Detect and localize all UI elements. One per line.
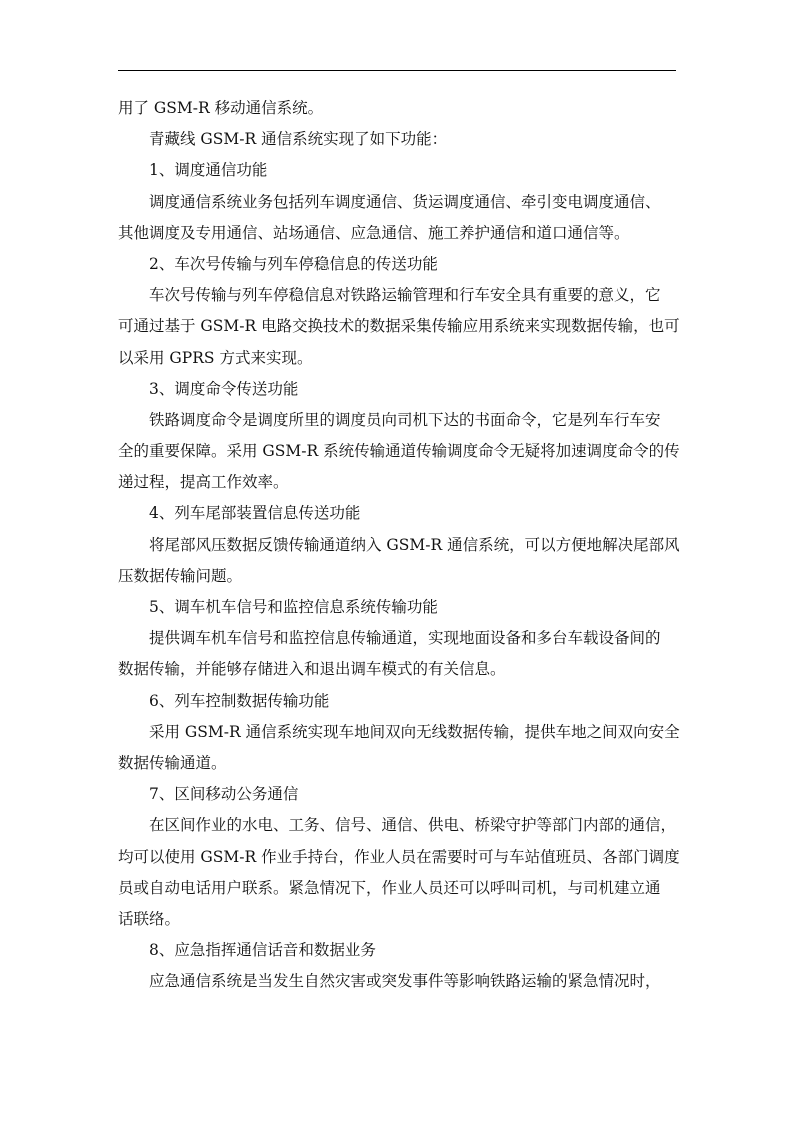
text-line: 调度通信系统业务包括列车调度通信、货运调度通信、牵引变电调度通信、 xyxy=(149,192,661,211)
text-line: 5、调车机车信号和监控信息系统传输功能 xyxy=(149,598,438,616)
text-line: 1、调度通信功能 xyxy=(149,161,268,180)
text-line: 采用 GSM-R 通信系统实现车地间双向无线数据传输，提供车地之间双向安全 xyxy=(149,722,680,741)
text-line: 员或自动电话用户联系。紧急情况下，作业人员还可以呼叫司机，与司机建立通 xyxy=(118,878,661,897)
text-line: 2、车次号传输与列车停稳信息的传送功能 xyxy=(149,254,438,273)
text-line: 在区间作业的水电、工务、信号、通信、供电、桥梁守护等部门内部的通信， xyxy=(149,816,677,835)
text-line: 4、列车尾部装置信息传送功能 xyxy=(149,504,361,523)
text-line: 青藏线 GSM-R 通信系统实现了如下功能： xyxy=(149,130,448,149)
text-line: 其他调度及专用通信、站场通信、应急通信、施工养护通信和道口通信等。 xyxy=(118,223,630,242)
text-line: 压数据传输问题。 xyxy=(118,566,243,585)
text-line: 全的重要保障。采用 GSM-R 系统传输通道传输调度命令无疑将加速调度命令的传 xyxy=(118,442,680,461)
text-line: 铁路调度命令是调度所里的调度员向司机下达的书面命令，它是列车行车安 xyxy=(149,410,661,429)
text-line: 应急通信系统是当发生自然灾害或突发事件等影响铁路运输的紧急情况时， xyxy=(149,972,661,991)
text-line: 数据传输，并能够存储进入和退出调车模式的有关信息。 xyxy=(118,660,506,679)
text-line: 将尾部风压数据反馈传输通道纳入 GSM-R 通信系统，可以方便地解决尾部风 xyxy=(149,535,680,554)
header-rule xyxy=(118,70,676,71)
text-line: 话联络。 xyxy=(118,909,181,928)
text-line: 递过程，提高工作效率。 xyxy=(118,473,289,492)
text-line: 均可以使用 GSM-R 作业手持台，作业人员在需要时可与车站值班员、各部门调度 xyxy=(118,847,680,866)
text-line: 车次号传输与列车停稳信息对铁路运输管理和行车安全具有重要的意义，它 xyxy=(149,286,661,305)
text-line: 提供调车机车信号和监控信息传输通道，实现地面设备和多台车载设备间的 xyxy=(149,629,661,648)
text-line: 以采用 GPRS 方式来实现。 xyxy=(118,348,313,367)
text-line: 数据传输通道。 xyxy=(118,753,227,772)
text-line: 6、列车控制数据传输功能 xyxy=(149,691,330,710)
text-line: 3、调度命令传送功能 xyxy=(149,379,299,398)
text-line: 7、区间移动公务通信 xyxy=(149,785,299,804)
document-body xyxy=(118,98,680,1002)
text-line: 可通过基于 GSM-R 电路交换技术的数据采集传输应用系统来实现数据传输，也可 xyxy=(118,317,680,336)
text-line: 8、应急指挥通信话音和数据业务 xyxy=(149,941,376,960)
text-line: 用了 GSM-R 移动通信系统。 xyxy=(118,99,324,117)
